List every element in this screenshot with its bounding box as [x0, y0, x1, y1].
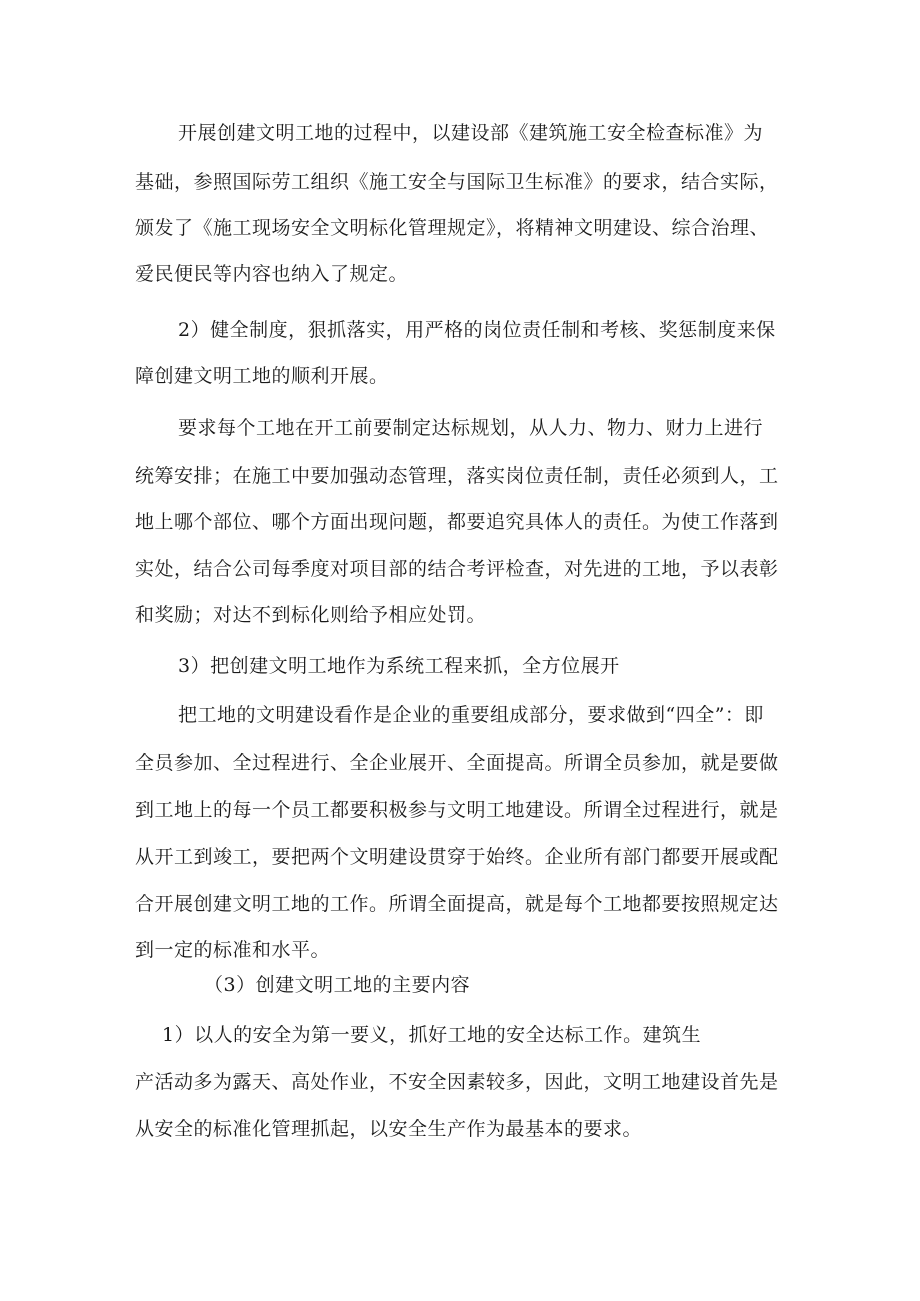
paragraph-line: 从安全的标准化管理抓起，以安全生产作为最基本的要求。: [135, 1118, 643, 1140]
paragraph-line: 爱民便民等内容也纳入了规定。: [135, 263, 409, 285]
paragraph-line: 地上哪个部位、哪个方面出现问题，都要追究具体人的责任。为使工作落到: [135, 511, 779, 533]
paragraph-line: 全员参加、全过程进行、全企业展开、全面提高。所谓全员参加，就是要做: [135, 752, 779, 774]
paragraph-line: 合开展创建文明工地的工作。所谓全面提高，就是每个工地都要按照规定达: [135, 893, 779, 915]
paragraph-line: 从开工到竣工，要把两个文明建设贯穿于始终。企业所有部门都要开展或配: [135, 846, 779, 868]
paragraph-line: 到一定的标准和水平。: [135, 939, 331, 961]
paragraph-line: 基础，参照国际劳工组织《施工安全与国际卫生标准》的要求，结合实际，: [135, 171, 779, 193]
paragraph-line: 实处，结合公司每季度对项目部的结合考评检查，对先进的工地，予以表彰: [135, 558, 779, 580]
paragraph-line: 产活动多为露天、高处作业，不安全因素较多，因此，文明工地建设首先是: [135, 1071, 779, 1093]
section-heading: 3）把创建文明工地作为系统工程来抓，全方位展开: [178, 655, 620, 677]
paragraph-line: 到工地上的每一个员工都要积极参与文明工地建设。所谓全过程进行，就是: [135, 799, 779, 821]
paragraph-line: 把工地的文明建设看作是企业的重要组成部分，要求做到“四全”：即: [178, 704, 764, 726]
section-heading: （3）创建文明工地的主要内容: [204, 974, 471, 996]
paragraph-line: 1）以人的安全为第一要义，抓好工地的安全达标工作。建筑生: [162, 1024, 702, 1046]
paragraph-line: 和奖励；对达不到标化则给予相应处罚。: [135, 604, 487, 626]
paragraph-line: 开展创建文明工地的过程中，以建设部《建筑施工安全检查标准》为: [178, 122, 764, 144]
paragraph-line: 颁发了《施工现场安全文明标化管理规定》，将精神文明建设、综合治理、: [135, 217, 770, 239]
paragraph-line: 障创建文明工地的顺利开展。: [135, 365, 389, 387]
paragraph-line: 统筹安排；在施工中要加强动态管理，落实岗位责任制，责任必须到人，工: [135, 465, 779, 487]
paragraph-line: 要求每个工地在开工前要制定达标规划，从人力、物力、财力上进行: [178, 417, 764, 439]
paragraph-line: 2）健全制度，狠抓落实，用严格的岗位责任制和考核、奖惩制度来保: [178, 319, 776, 341]
